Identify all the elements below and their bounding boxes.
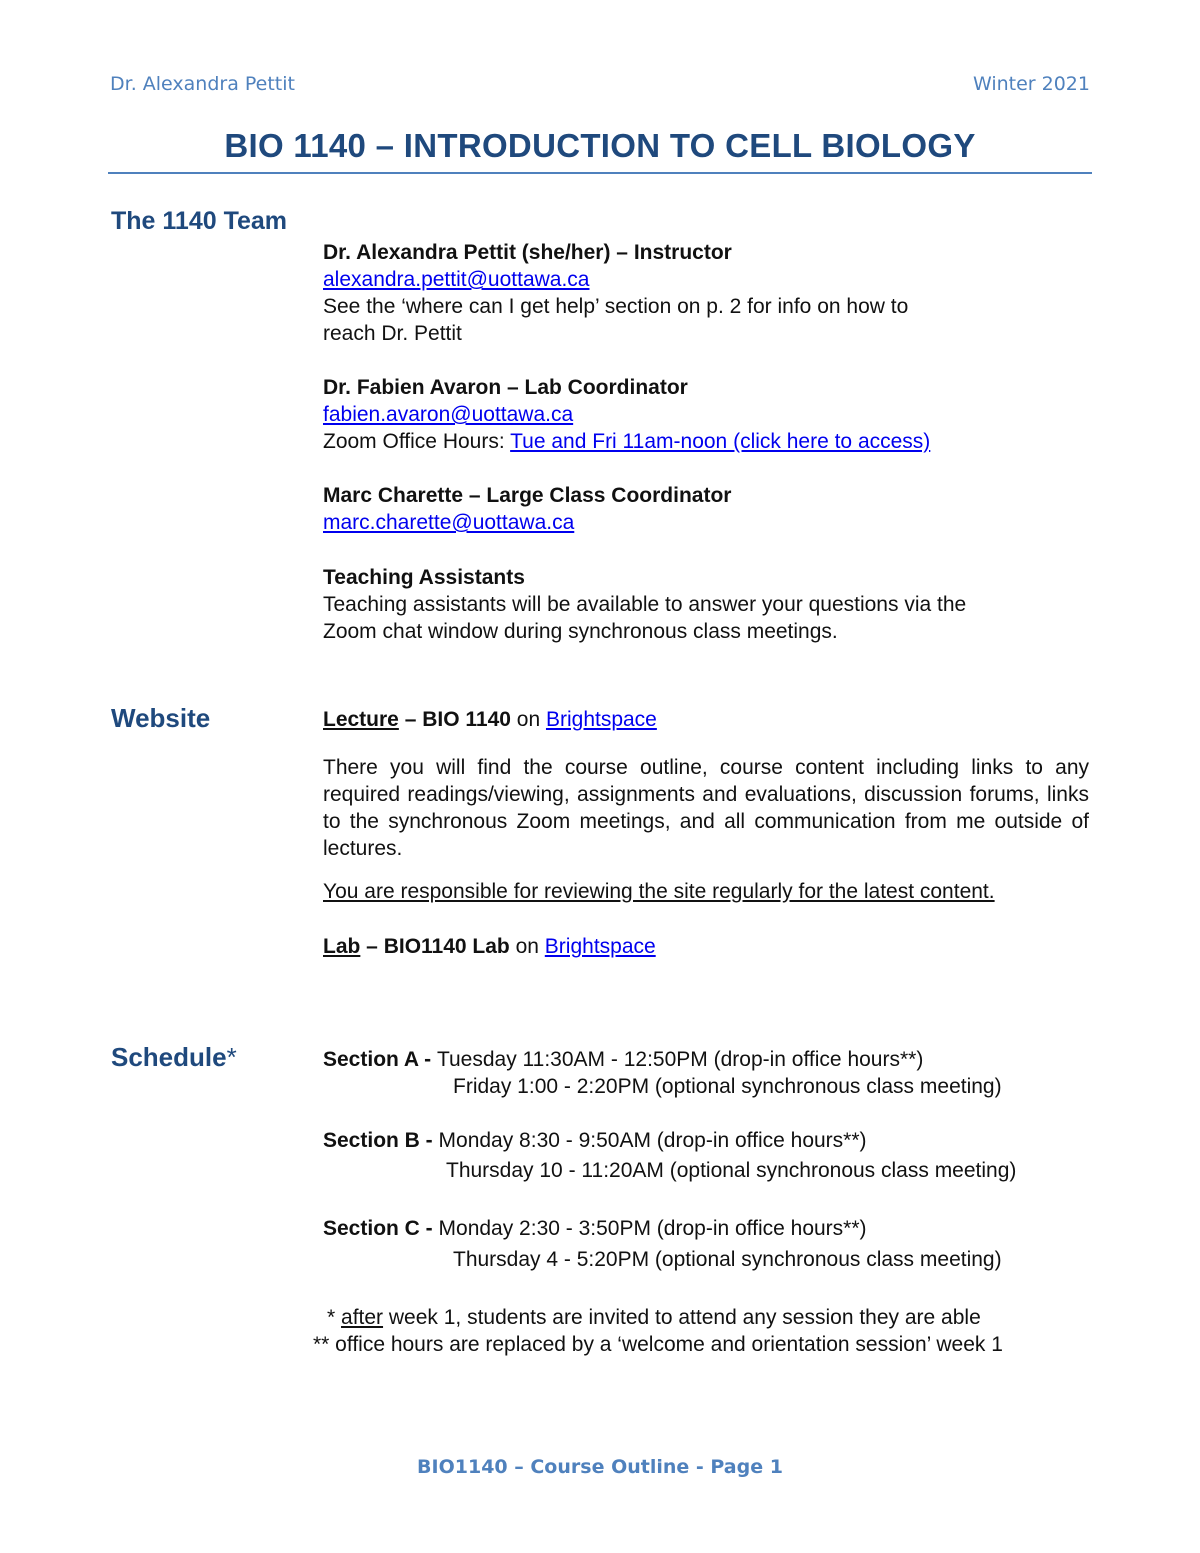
team-heading: The 1140 Team [111,207,288,235]
section-c-line2: Thursday 4 - 5:20PM (optional synchronous class meeting) [453,1248,1002,1271]
lab-line [323,933,656,960]
lab-word: Lab [323,935,361,958]
website-responsibility: You are responsible for reviewing the site regularly for the latest content. [323,880,995,903]
instructor-note-line2: reach Dr. Pettit [323,322,462,345]
section-c-time1: Monday 2:30 - 3:50PM (drop-in office hours**) [438,1217,867,1240]
title-divider [108,172,1092,174]
office-hours-line [323,428,930,455]
ta-line2: Zoom chat window during synchronous class meetings. [323,620,838,643]
note1-rest: week 1, students are invited to attend any session they are able [383,1306,981,1329]
section-a-time1: Tuesday 11:30AM - 12:50PM (drop-in office hours**) [436,1048,924,1071]
lab-brightspace-link[interactable]: Brightspace [544,935,656,958]
header-term: Winter 2021 [972,73,1090,95]
note1-after: after [341,1306,384,1329]
section-b-label: Section B - [323,1129,439,1152]
section-a-line1 [323,1046,923,1073]
section-a-label: Section A - [323,1048,437,1071]
office-hours-link[interactable]: Tue and Fri 11am-noon (click here to access) [510,430,931,453]
lab-course: – BIO1140 Lab [360,935,510,958]
class-coordinator-email-link[interactable]: marc.charette@uottawa.ca [323,511,575,534]
section-a-line2: Friday 1:00 - 2:20PM (optional synchronous class meeting) [453,1075,1002,1098]
lecture-brightspace-link[interactable]: Brightspace [545,708,657,731]
note1-prefix: * [327,1306,342,1329]
website-description: There you will find the course outline, course content including links to any required readings/viewing, assignments and evaluations, discussion forums, links to the synchronous Zoom meetings, and all communication from me outside of lectures. [323,756,1089,860]
office-hours-label: Zoom Office Hours: [323,430,511,453]
page-title: BIO 1140 – INTRODUCTION TO CELL BIOLOGY [224,127,976,164]
section-b-line2: Thursday 10 - 11:20AM (optional synchronous class meeting) [446,1159,1017,1182]
lecture-on: on [510,708,546,731]
schedule-note-2: ** office hours are replaced by a ‘welcome and orientation session’ week 1 [313,1333,1003,1356]
schedule-heading-star: * [226,1042,237,1072]
header-author: Dr. Alexandra Pettit [110,73,295,95]
lecture-word: Lecture [323,708,399,731]
ta-heading: Teaching Assistants [323,566,525,589]
schedule-heading-text: Schedule [111,1042,227,1072]
instructor-name: Dr. Alexandra Pettit (she/her) – Instructor [323,241,732,264]
section-b-time1: Monday 8:30 - 9:50AM (drop-in office hours**) [438,1129,867,1152]
instructor-email-link[interactable]: alexandra.pettit@uottawa.ca [323,268,590,291]
website-heading: Website [111,703,211,733]
lab-coordinator-email-link[interactable]: fabien.avaron@uottawa.ca [323,403,574,426]
section-b-line1 [323,1127,867,1154]
section-c-label: Section C - [323,1217,439,1240]
lecture-course: – BIO 1140 [398,708,511,731]
lab-on: on [509,935,545,958]
instructor-note-line1: See the ‘where can I get help’ section on p. 2 for info on how to [323,295,909,318]
schedule-heading [111,1042,237,1073]
page-footer: BIO1140 – Course Outline - Page 1 [417,1456,783,1478]
ta-line1: Teaching assistants will be available to answer your questions via the [323,593,967,616]
lecture-line [323,706,657,733]
lab-coordinator-name: Dr. Fabien Avaron – Lab Coordinator [323,376,688,399]
section-c-line1 [323,1215,867,1242]
schedule-note-1 [327,1304,981,1331]
class-coordinator-name: Marc Charette – Large Class Coordinator [323,484,732,507]
